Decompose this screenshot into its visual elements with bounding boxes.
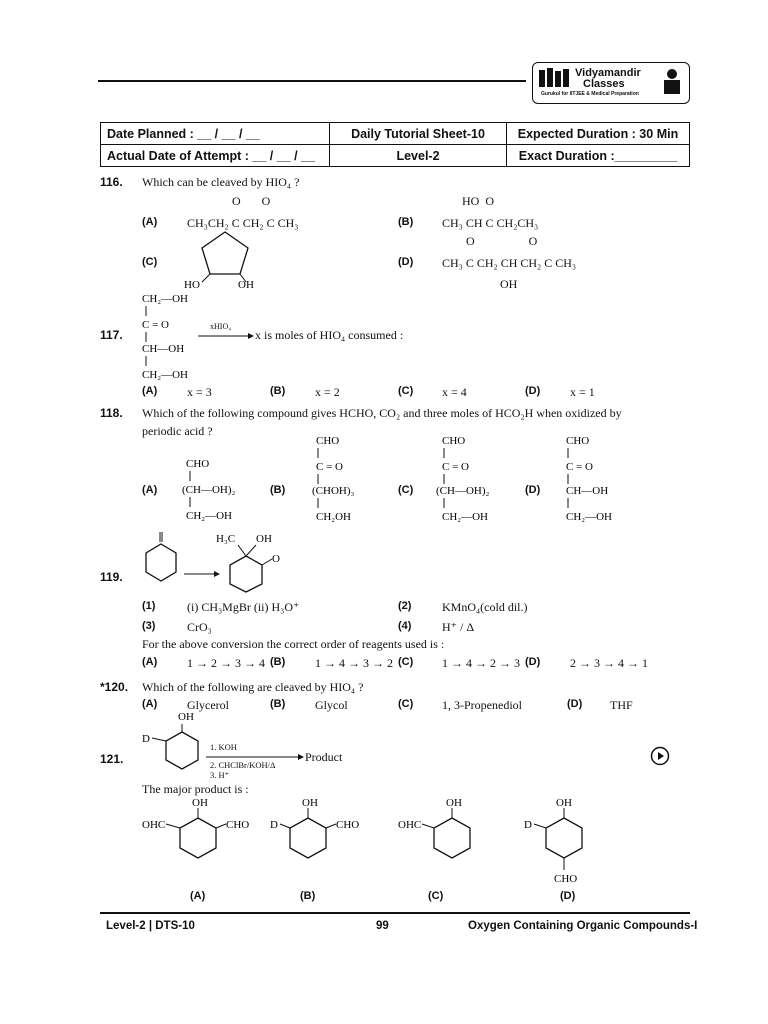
q116-label-a: (A)	[142, 216, 158, 228]
svg-text:OH: OH	[238, 279, 254, 290]
q119-label-d: (D)	[525, 656, 541, 668]
q119-label-2: (2)	[398, 600, 412, 612]
q121-label-a: (A)	[190, 890, 206, 902]
svg-text:C = O: C = O	[142, 319, 169, 331]
q116-d: CH₃ C CH₂ CH CH₂ C CH₃	[442, 256, 577, 270]
q120-number: *120.	[100, 680, 129, 694]
q120-label-a: (A)	[142, 698, 158, 710]
svg-text:CH₂—OH: CH₂—OH	[142, 293, 189, 305]
q116-text: Which can be cleaved by HIO₄ ?	[142, 175, 300, 189]
q120-label-b: (B)	[270, 698, 286, 710]
q117-arrow-label: xHIO₄	[210, 322, 232, 331]
q121-label-b: (B)	[300, 890, 316, 902]
q119-o2: KMnO₄(cold dil.)	[442, 600, 528, 614]
q119-label-3: (3)	[142, 620, 156, 632]
student-icon	[659, 67, 685, 99]
q120-label-d: (D)	[567, 698, 583, 710]
q118-c-structure	[436, 432, 506, 524]
q119-label-1: (1)	[142, 600, 156, 612]
q119-opt-d: 2 → 3 → 4 → 1	[570, 656, 648, 670]
q116-a: CH₃CH₂ C CH₂ C CH₃	[187, 216, 299, 230]
q119-opt-c: 1 → 4 → 2 → 3	[442, 656, 520, 670]
svg-text:CHO: CHO	[554, 873, 578, 885]
svg-text:HO: HO	[184, 279, 200, 290]
svg-text:CHO: CHO	[442, 435, 466, 447]
q116-number: 116.	[100, 175, 123, 189]
svg-text:C = O: C = O	[442, 461, 469, 473]
q119-o3: CrO₃	[187, 620, 212, 634]
q119-o4: H⁺ / Δ	[442, 620, 475, 634]
q119-o1: (i) CH₃MgBr (ii) H₃O⁺	[187, 600, 300, 614]
svg-text:OH: OH	[446, 797, 462, 809]
q120-opt-b: Glycol	[315, 698, 348, 712]
svg-text:D: D	[142, 733, 150, 745]
header-rule	[98, 80, 526, 82]
svg-text:CH₂—OH: CH₂—OH	[442, 511, 489, 523]
q117-opt-c: x = 4	[442, 385, 467, 399]
q118-label-a: (A)	[142, 484, 158, 496]
svg-text:OHC: OHC	[142, 819, 166, 831]
q117-label-c: (C)	[398, 385, 414, 397]
q119-label-c: (C)	[398, 656, 414, 668]
svg-text:D: D	[270, 819, 278, 831]
svg-text:OH: OH	[556, 797, 572, 809]
svg-text:CH₂—OH: CH₂—OH	[142, 369, 189, 381]
svg-text:CHO: CHO	[186, 458, 210, 470]
q119-reaction	[138, 528, 288, 596]
q116-label-c: (C)	[142, 256, 158, 268]
q119-opt-b: 1 → 4 → 3 → 2	[315, 656, 393, 670]
footer-rule	[100, 912, 690, 914]
footer-left: Level-2 | DTS-10	[106, 920, 195, 932]
svg-text:OH: OH	[302, 797, 318, 809]
q117-label-d: (D)	[525, 385, 541, 397]
q121-label-c: (C)	[428, 890, 444, 902]
svg-text:(CH—OH)₂: (CH—OH)₂	[182, 484, 236, 496]
q116-label-b: (B)	[398, 216, 414, 228]
svg-text:D: D	[524, 819, 532, 831]
actual-date: Actual Date of Attempt : __ / __ / __	[101, 145, 330, 167]
q119-opt-a: 1 → 2 → 3 → 4	[187, 656, 265, 670]
footer-right: Oxygen Containing Organic Compounds-I	[468, 920, 698, 932]
brand-logo	[532, 62, 690, 104]
q120-text: Which of the following are cleaved by HIO₄ ?	[142, 680, 364, 694]
q120-label-c: (C)	[398, 698, 414, 710]
brand-tagline: Gurukul for IITJEE & Medical Preparation	[541, 91, 639, 97]
page-number: 99	[376, 920, 389, 932]
q117-label-b: (B)	[270, 385, 286, 397]
q118-label-b: (B)	[270, 484, 286, 496]
svg-text:CH₂OH: CH₂OH	[316, 511, 352, 523]
brand-line1: Vidyamandir	[575, 67, 641, 79]
svg-text:OH: OH	[192, 797, 208, 809]
q120-opt-d: THF	[610, 698, 633, 712]
svg-text:CH₂—OH: CH₂—OH	[186, 510, 233, 521]
q119-label-a: (A)	[142, 656, 158, 668]
q121-option-b-structure	[268, 794, 368, 866]
svg-text:CHO: CHO	[336, 819, 360, 831]
q118-d-structure	[564, 432, 634, 524]
exact-duration: Exact Duration :_________	[507, 145, 690, 167]
q121-reactant	[140, 710, 206, 780]
sheet-title: Daily Tutorial Sheet-10	[330, 123, 507, 145]
q117-opt-d: x = 1	[570, 385, 595, 399]
books-icon	[539, 68, 573, 88]
q118-label-c: (C)	[398, 484, 414, 496]
q118-b-structure	[312, 432, 372, 524]
q117-opt-a: x = 3	[187, 385, 212, 399]
svg-text:OH: OH	[178, 711, 194, 723]
brand-line2: Classes	[583, 78, 625, 90]
q118-text2: periodic acid ?	[142, 424, 213, 438]
q119-number: 119.	[100, 570, 123, 584]
q118-text1: Which of the following compound gives HCHO, CO₂ and three moles of HCO₂H when oxidized by	[142, 406, 622, 420]
level: Level-2	[330, 145, 507, 167]
q121-text: The major product is :	[142, 782, 249, 796]
svg-text:(CHOH)₃: (CHOH)₃	[312, 485, 355, 497]
svg-text:OHC: OHC	[398, 819, 422, 831]
q117-label-a: (A)	[142, 385, 158, 397]
q117-number: 117.	[100, 328, 123, 342]
q121-option-a-structure	[140, 794, 254, 866]
q117-opt-b: x = 2	[315, 385, 340, 399]
q121-option-c-structure	[396, 794, 476, 866]
q118-a-structure	[182, 455, 252, 521]
q116-label-d: (D)	[398, 256, 414, 268]
expected-duration: Expected Duration : 30 Min	[507, 123, 690, 145]
svg-text:CH₂—OH: CH₂—OH	[566, 511, 613, 523]
q120-opt-a: Glycerol	[187, 698, 229, 712]
q121-r1: 1. KOH	[210, 742, 237, 752]
q116-b: CH₃ CH C CH₂CH₃	[442, 216, 539, 230]
svg-text:CH—OH: CH—OH	[142, 343, 185, 355]
svg-text:OH: OH	[256, 533, 272, 545]
svg-text:C = O: C = O	[566, 461, 593, 473]
q121-r2: 2. CHClBr/KOH/Δ	[210, 760, 276, 770]
svg-text:CHO: CHO	[566, 435, 590, 447]
svg-text:O: O	[272, 553, 280, 565]
info-table	[100, 122, 690, 167]
q119-label-4: (4)	[398, 620, 412, 632]
q120-opt-c: 1, 3-Propenediol	[442, 698, 522, 712]
q121-option-d-structure	[520, 794, 600, 886]
svg-text:CHO: CHO	[226, 819, 250, 831]
q119-label-b: (B)	[270, 656, 286, 668]
svg-text:H₃C: H₃C	[216, 533, 236, 545]
arrow-icon	[198, 332, 254, 340]
svg-text:CH—OH: CH—OH	[566, 485, 609, 497]
q121-product: Product	[305, 750, 343, 764]
q118-number: 118.	[100, 406, 123, 420]
date-planned: Date Planned : __ / __ / __	[101, 123, 330, 145]
q121-r3: 3. H⁺	[210, 770, 230, 780]
q117-text: x is moles of HIO₄ consumed :	[255, 328, 404, 342]
svg-text:CHO: CHO	[316, 435, 340, 447]
q121-label-d: (D)	[560, 890, 576, 902]
q119-text: For the above conversion the correct order of reagents used is :	[142, 637, 445, 651]
q116-c-cyclopentanediol	[180, 228, 270, 290]
q118-label-d: (D)	[525, 484, 541, 496]
play-icon[interactable]	[650, 746, 670, 766]
svg-text:C = O: C = O	[316, 461, 343, 473]
svg-text:(CH—OH)₂: (CH—OH)₂	[436, 485, 490, 497]
q121-number: 121.	[100, 752, 124, 766]
